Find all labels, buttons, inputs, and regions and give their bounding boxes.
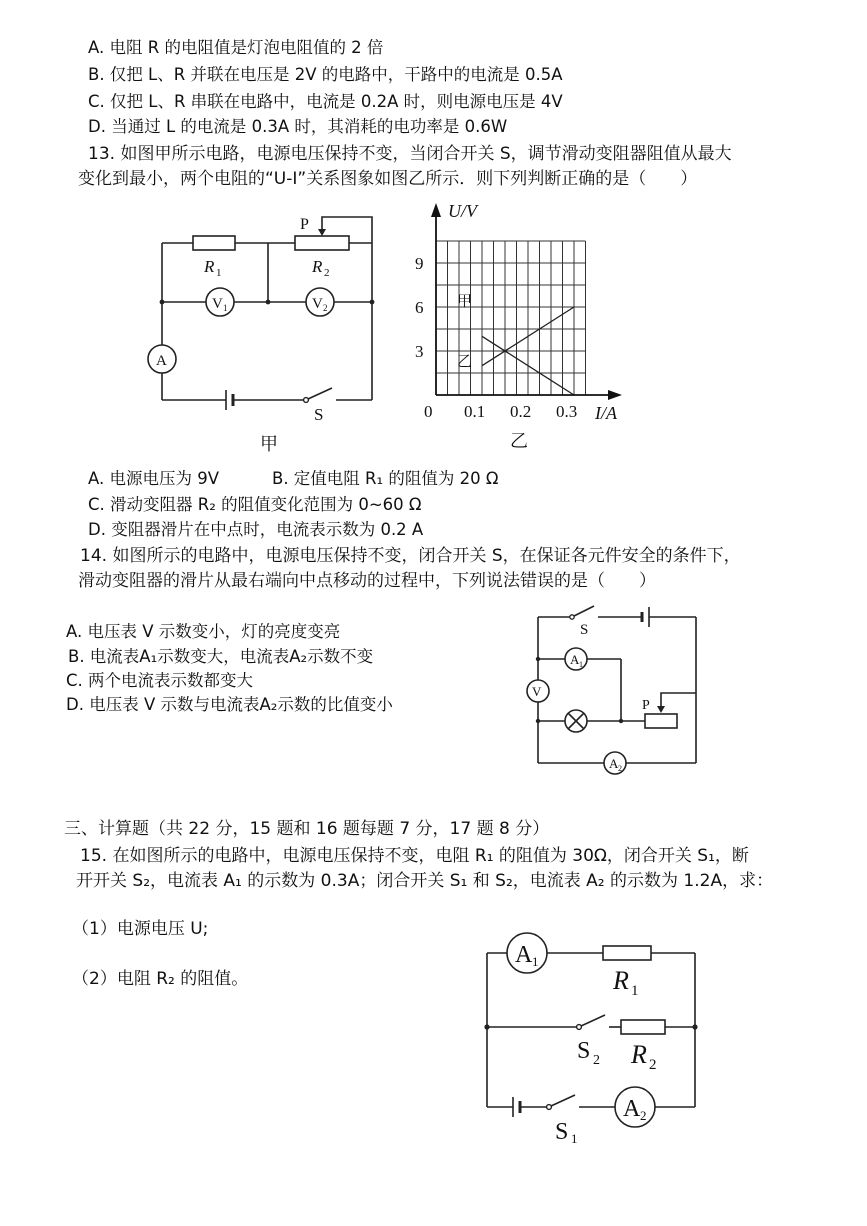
svg-text:V: V	[532, 684, 542, 699]
svg-text:P: P	[642, 698, 650, 713]
slider-p-label: P	[300, 216, 309, 233]
svg-text:R: R	[312, 257, 323, 276]
q15-sub1: （1）电源电压 U;	[72, 919, 209, 939]
q15-stem-line1: 15. 在如图所示的电路中，电源电压保持不变，电阻 R₁ 的阻值为 30Ω，闭合开关 S₁，断	[80, 846, 749, 866]
origin-label: 0	[424, 402, 433, 421]
svg-text:R: R	[631, 1040, 647, 1069]
q13-option-a: A. 电源电压为 9V	[88, 469, 220, 488]
line-label-yi: 乙	[457, 354, 473, 370]
x-tick-0.2: 0.2	[510, 402, 532, 421]
x-tick-0.1: 0.1	[464, 402, 486, 421]
svg-text:A: A	[515, 942, 533, 968]
svg-text:1: 1	[579, 660, 583, 669]
svg-text:V: V	[312, 296, 323, 312]
caption-jia: 甲	[260, 434, 278, 454]
caption-yi: 乙	[510, 431, 528, 451]
circuit-diagram-q15	[475, 925, 715, 1145]
q13-stem-line1: 13. 如图甲所示电路，电源电压保持不变，当闭合开关 S，调节滑动变阻器阻值从最大	[88, 144, 732, 164]
rheostat-r2	[295, 236, 349, 250]
q14-option-b: B. 电流表A₁示数变大，电流表A₂示数不变	[68, 647, 374, 666]
svg-text:R: R	[204, 257, 215, 276]
q13-stem-line2: 变化到最小，两个电阻的“U-I”关系图象如图乙所示．则下列判断正确的是（ ）	[78, 169, 698, 189]
resistor-r1	[603, 946, 651, 960]
svg-text:1: 1	[571, 1131, 578, 1145]
svg-text:R: R	[613, 966, 629, 995]
svg-text:1: 1	[216, 267, 222, 279]
q12-option-b: B. 仅把 L、R 并联在电压是 2V 的电路中，干路中的电流是 0.5A	[88, 65, 563, 84]
svg-text:1: 1	[631, 983, 639, 999]
svg-text:S: S	[577, 1038, 591, 1064]
circuit-diagram-q14	[510, 595, 710, 785]
x-tick-0.3: 0.3	[556, 402, 578, 421]
svg-text:S: S	[580, 622, 589, 638]
y-tick-9: 9	[415, 254, 424, 273]
q13-option-d: D. 变阻器滑片在中点时，电流表示数为 0.2 A	[88, 520, 424, 539]
svg-text:S: S	[555, 1119, 569, 1145]
resistor-r1	[193, 236, 235, 250]
y-axis-label: U/V	[448, 201, 477, 221]
switch-s	[308, 388, 332, 399]
svg-text:2: 2	[324, 267, 330, 279]
svg-text:2: 2	[593, 1053, 600, 1068]
q12-option-a: A. 电阻 R 的电阻值是灯泡电阻值的 2 倍	[88, 38, 384, 57]
q13-option-c: C. 滑动变阻器 R₂ 的阻值变化范围为 0~60 Ω	[88, 495, 422, 514]
y-tick-6: 6	[415, 298, 424, 317]
svg-text:2: 2	[618, 764, 622, 773]
circuit-diagram-jia	[140, 205, 400, 455]
rheostat	[645, 714, 677, 728]
q14-stem-line2: 滑动变阻器的滑片从最右端向中点移动的过程中，下列说法错误的是（ ）	[78, 571, 656, 591]
q14-stem-line1: 14. 如图所示的电路中，电源电压保持不变，闭合开关 S，在保证各元件安全的条件下，	[80, 546, 741, 566]
ui-graph-yi	[410, 195, 650, 460]
section3-heading: 三、计算题（共 22 分，15 题和 16 题每题 7 分，17 题 8 分）	[64, 819, 550, 839]
svg-text:2: 2	[649, 1057, 657, 1073]
line-label-jia: 甲	[457, 294, 473, 310]
svg-text:A: A	[609, 756, 619, 771]
q14-option-c: C. 两个电流表示数都变大	[66, 671, 254, 690]
svg-text:2: 2	[323, 303, 328, 313]
svg-text:1: 1	[223, 303, 228, 313]
q12-option-d: D. 当通过 L 的电流是 0.3A 时，其消耗的电功率是 0.6W	[88, 117, 508, 136]
resistor-r2	[621, 1020, 665, 1034]
svg-text:1: 1	[532, 954, 539, 969]
q15-stem-line2: 开开关 S₂，电流表 A₁ 的示数为 0.3A；闭合开关 S₁ 和 S₂，电流表 A₂ 的示数为 1.2A，求：	[76, 871, 774, 891]
switch-s	[574, 606, 594, 616]
switch-s1	[551, 1095, 575, 1106]
q12-option-c: C. 仅把 L、R 串联在电路中，电流是 0.2A 时，则电源电压是 4V	[88, 92, 563, 111]
graph-grid	[436, 241, 586, 395]
switch-s2	[581, 1015, 605, 1026]
svg-text:V: V	[212, 296, 223, 312]
y-tick-3: 3	[415, 342, 424, 361]
svg-text:A: A	[156, 353, 167, 369]
q13-option-b: B. 定值电阻 R₁ 的阻值为 20 Ω	[272, 469, 499, 488]
x-axis-label: I/A	[595, 403, 617, 423]
svg-text:A: A	[570, 652, 580, 667]
q14-option-a: A. 电压表 V 示数变小，灯的亮度变亮	[66, 622, 341, 641]
svg-text:A: A	[623, 1096, 641, 1122]
svg-text:S: S	[314, 405, 324, 424]
q14-option-d: D. 电压表 V 示数与电流表A₂示数的比值变小	[66, 695, 393, 714]
svg-text:2: 2	[640, 1108, 647, 1123]
q15-sub2: （2）电阻 R₂ 的阻值。	[72, 969, 249, 989]
